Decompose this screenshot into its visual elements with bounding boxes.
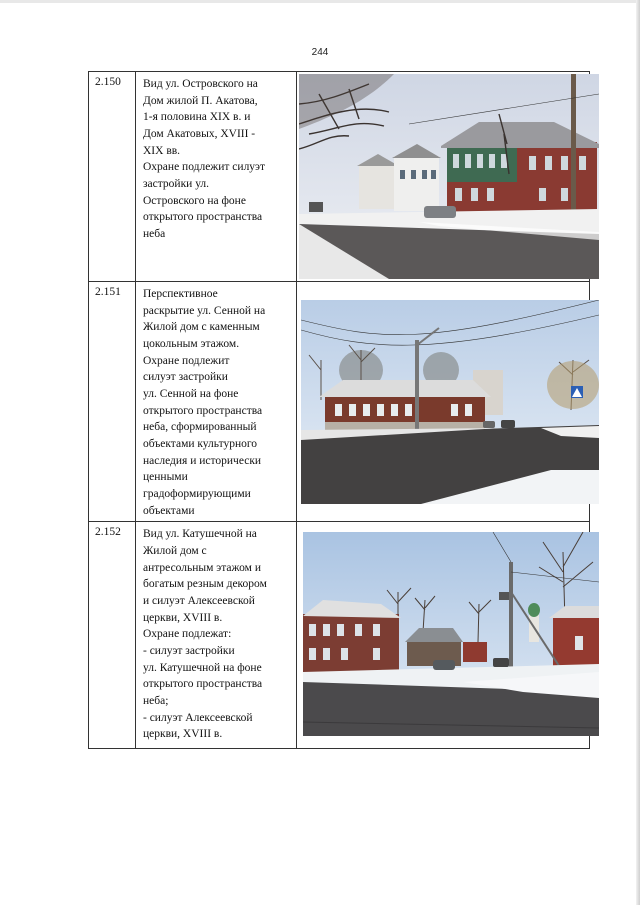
description-line: открытого пространства [143,678,263,691]
description-line: Вид ул. Островского на [143,78,258,90]
description-line: ценными [143,471,188,484]
row-photo-cell [297,282,590,522]
table-row [89,282,590,522]
row-photo-cell [297,72,590,282]
row-number: 2.151 [89,282,136,522]
description-line: силуэт застройки [143,371,228,384]
description-line: - силуэт Алексеевской [143,711,253,724]
description-line: цокольным этажом. [143,338,240,351]
description-line: наследия и исторически [143,454,262,467]
description-line: объектами культурного [143,438,258,451]
table-row [89,522,590,749]
description-line: неба; [143,695,169,708]
row-description [136,72,297,282]
row-photo-cell [297,522,590,749]
row-description [136,522,297,749]
page-number: 244 [311,47,329,58]
street-photo-sennaya [301,300,601,504]
description-line: ул. Катушечной на фоне [143,661,262,674]
description-line: - силуэт застройки [143,645,235,658]
description-line: церкви, XVIII в. [143,728,223,741]
description-line: раскрытие ул. Сенной на [143,304,266,317]
description-line: Островского на фоне [143,194,246,207]
description-line: градоформирующими [143,488,251,501]
description-line: ул. Сенной на фоне [143,388,239,401]
street-photo [303,532,599,736]
description-line: Жилой дом с [143,545,207,558]
description-line: богатым резным декором [143,578,267,591]
table-row [89,72,590,282]
street-photo [299,74,599,279]
description-line: открытого пространства [143,211,263,224]
description-line: Жилой дом с каменным [143,321,260,334]
description-line: XIX вв. [143,144,181,157]
description-line: Перспективное [143,288,218,300]
scan-edge [0,0,640,3]
description-line: антресольным этажом и [143,561,261,574]
row-number: 2.150 [89,72,136,282]
description-line: и силуэт Алексеевской [143,595,255,608]
description-line: неба, сформированный [143,421,257,434]
street-photo-ostrovskogo [299,74,599,279]
description-line: Дом Акатовых, XVIII - [143,128,256,141]
scan-edge [636,0,640,905]
description-line: неба [143,228,166,241]
row-number: 2.152 [89,522,136,749]
heritage-registry-table [88,71,590,749]
street-photo-katushechnaya [303,532,603,736]
description-line: Охране подлежит силуэт [143,161,266,174]
description-line: открытого пространства [143,404,263,417]
description-line: Охране подлежат: [143,628,232,641]
row-description [136,282,297,522]
description-line: церкви, XVIII в. [143,611,223,624]
description-line: 1-я половина XIX в. и [143,111,251,124]
description-line: Охране подлежит [143,354,230,367]
description-line: застройки ул. [143,178,210,191]
description-line: объектами [143,504,195,517]
street-photo [301,300,599,504]
description-line: Дом жилой П. Акатова, [143,94,258,107]
description-line: Вид ул. Катушечной на [143,528,257,541]
